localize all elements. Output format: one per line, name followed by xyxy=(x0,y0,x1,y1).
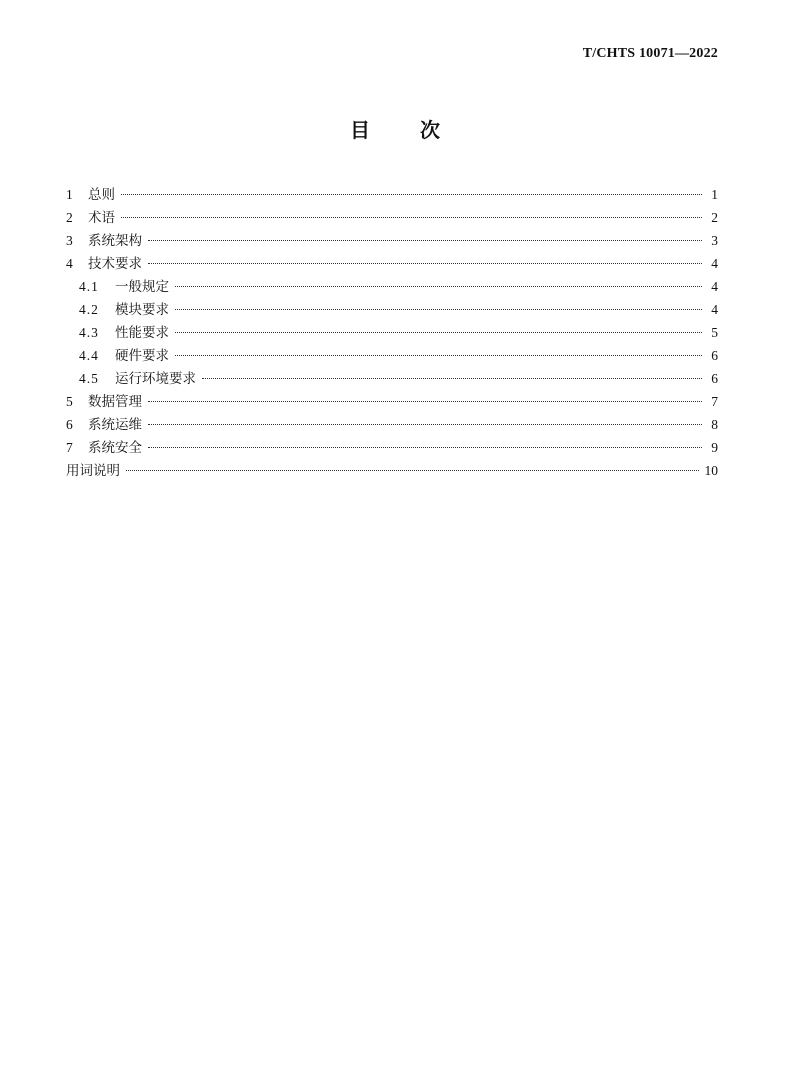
toc-entry-label: 总则 xyxy=(88,187,115,203)
toc-entry-4[interactable] xyxy=(66,252,718,275)
toc-entry-label: 数据管理 xyxy=(88,394,142,410)
toc-entry-page: 10 xyxy=(704,463,718,478)
toc-leader-dots xyxy=(175,332,702,333)
toc-entry-page: 6 xyxy=(711,371,718,386)
toc-entry-label: 术语 xyxy=(88,210,115,226)
toc-entry-page: 2 xyxy=(711,210,718,225)
toc-entry-4-1[interactable] xyxy=(66,275,718,298)
toc-entry-label: 模块要求 xyxy=(115,302,169,318)
toc-leader-dots xyxy=(175,309,702,310)
toc-entry-4-3[interactable] xyxy=(66,321,718,344)
toc-leader-dots xyxy=(148,401,702,402)
toc-entry-number: 6 xyxy=(66,417,73,432)
toc-leader-dots xyxy=(121,194,702,195)
toc-entry-label: 用词说明 xyxy=(66,463,120,479)
toc-leader-dots xyxy=(175,286,702,287)
toc-entry-terms-explanation[interactable] xyxy=(66,459,718,482)
toc-entry-number: 4 xyxy=(66,256,73,271)
toc-entry-4-5[interactable] xyxy=(66,367,718,390)
toc-entry-number: 4.5 xyxy=(79,371,99,386)
toc-entry-page: 1 xyxy=(711,187,718,202)
toc-leader-dots xyxy=(175,355,702,356)
toc-entry-page: 6 xyxy=(711,348,718,363)
toc-entry-label: 硬件要求 xyxy=(115,348,169,364)
toc-entry-label: 技术要求 xyxy=(88,256,142,272)
toc-entry-number: 5 xyxy=(66,394,73,409)
toc-entry-label: 一般规定 xyxy=(115,279,169,295)
toc-entry-label: 系统架构 xyxy=(88,233,142,249)
toc-entry-page: 4 xyxy=(711,256,718,271)
toc-entry-number: 4.4 xyxy=(79,348,99,363)
toc-entry-7[interactable] xyxy=(66,436,718,459)
toc-entry-label: 运行环境要求 xyxy=(115,371,196,387)
toc-entry-page: 4 xyxy=(711,279,718,294)
toc-leader-dots xyxy=(148,263,702,264)
table-of-contents xyxy=(66,183,718,482)
toc-entry-number: 2 xyxy=(66,210,73,225)
toc-entry-5[interactable] xyxy=(66,390,718,413)
toc-entry-label: 性能要求 xyxy=(115,325,169,341)
toc-entry-page: 7 xyxy=(711,394,718,409)
toc-entry-page: 5 xyxy=(711,325,718,340)
toc-leader-dots xyxy=(148,240,702,241)
toc-entry-2[interactable] xyxy=(66,206,718,229)
toc-leader-dots xyxy=(202,378,702,379)
toc-title-char-1: 目 xyxy=(350,118,370,142)
toc-entry-label: 系统安全 xyxy=(88,440,142,456)
toc-entry-1[interactable] xyxy=(66,183,718,206)
toc-entry-page: 8 xyxy=(711,417,718,432)
toc-entry-page: 9 xyxy=(711,440,718,455)
toc-entry-6[interactable] xyxy=(66,413,718,436)
toc-entry-number: 4.2 xyxy=(79,302,99,317)
toc-entry-3[interactable] xyxy=(66,229,718,252)
toc-entry-page: 3 xyxy=(711,233,718,248)
document-code: T/CHTS 10071—2022 xyxy=(582,46,718,61)
toc-entry-number: 1 xyxy=(66,187,73,202)
toc-entry-number: 3 xyxy=(66,233,73,248)
toc-entry-number: 4.1 xyxy=(79,279,99,294)
toc-leader-dots xyxy=(148,424,702,425)
toc-entry-page: 4 xyxy=(711,302,718,317)
toc-leader-dots xyxy=(148,447,702,448)
toc-title xyxy=(0,114,790,143)
toc-entry-label: 系统运维 xyxy=(88,417,142,433)
toc-leader-dots xyxy=(121,217,702,218)
toc-entry-4-2[interactable] xyxy=(66,298,718,321)
toc-entry-number: 4.3 xyxy=(79,325,99,340)
toc-entry-number: 7 xyxy=(66,440,73,455)
toc-title-char-2: 次 xyxy=(420,118,440,142)
toc-entry-4-4[interactable] xyxy=(66,344,718,367)
toc-leader-dots xyxy=(126,470,699,471)
